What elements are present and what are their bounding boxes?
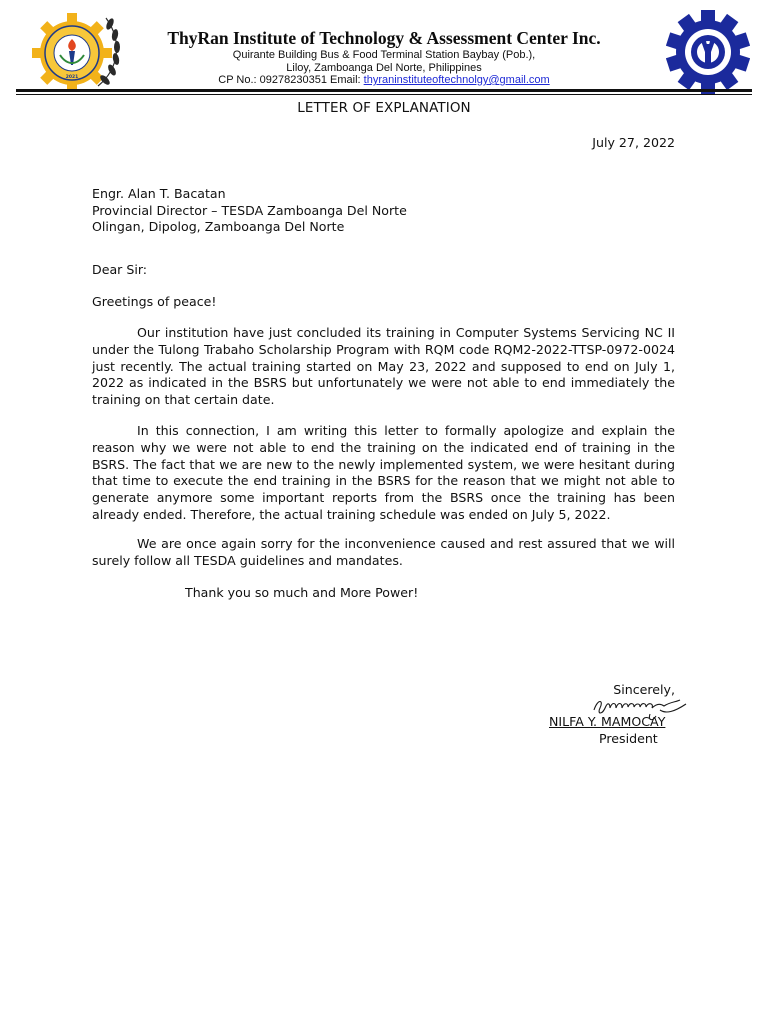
svg-text:2021: 2021	[65, 75, 79, 80]
contact-line	[140, 74, 628, 87]
tesda-logo-icon	[666, 10, 750, 94]
signatory-position: President	[599, 731, 658, 746]
recipient-block	[92, 186, 407, 236]
greeting: Greetings of peace!	[92, 294, 217, 309]
institute-name: ThyRan Institute of Technology & Assessment Center Inc.	[167, 28, 601, 48]
address-line-1: Quirante Building Bus & Food Terminal Station Baybay (Pob.),	[232, 49, 536, 61]
letter-date: July 27, 2022	[592, 135, 675, 150]
address-line-2: Liloy, Zamboanga Del Norte, Philippines	[286, 61, 482, 74]
email-link[interactable]: thyraninstituteoftechnolgy@gmail.com	[363, 74, 550, 86]
letterhead-text	[140, 27, 628, 87]
salutation: Dear Sir:	[92, 262, 148, 277]
institute-seal-icon	[30, 10, 126, 92]
body-paragraph-1: Our institution have just concluded its training in Computer Systems Servicing NC II under the Tulong Trabaho Scholarship Program with RQM code RQM2-2022-TTSP-0972-0024 just recently. The actual training started on May 23, 2022 and supposed to end on July 1, 2022 as indicated in the BSRS but unfortunately we were not able to end immediately the training on that certain date.	[92, 325, 675, 408]
recipient-position: Provincial Director – TESDA Zamboanga Del Norte	[92, 202, 407, 218]
letter-title: LETTER OF EXPLANATION	[297, 100, 471, 116]
thanks-line: Thank you so much and More Power!	[185, 585, 419, 600]
recipient-address: Olingan, Dipolog, Zamboanga Del Norte	[92, 219, 345, 234]
signatory-name: NILFA Y. MAMOCAY	[549, 714, 666, 729]
body-paragraph-2: In this connection, I am writing this letter to formally apologize and explain the reason why we were not able to end the training on the indicated end of training in the BSRS. The fact that we are new to the newly implemented system, we were hesitant during that time to execute the end training in the BSRS for the reason that we might not able to generate anymore some important reports from the BSRS once the training has been already ended. Therefore, the actual training schedule was ended on July 5, 2022.	[92, 423, 675, 522]
contact-prefix: CP No.: 09278230351 Email:	[218, 74, 364, 86]
header-rule-thin	[16, 94, 752, 95]
recipient-name: Engr. Alan T. Bacatan	[92, 186, 226, 201]
body-paragraph-3: We are once again sorry for the inconvenience caused and rest assured that we will surely follow all TESDA guidelines and mandates.	[92, 536, 675, 568]
closing: Sincerely,	[613, 682, 675, 697]
header-rule-thick	[16, 89, 752, 92]
